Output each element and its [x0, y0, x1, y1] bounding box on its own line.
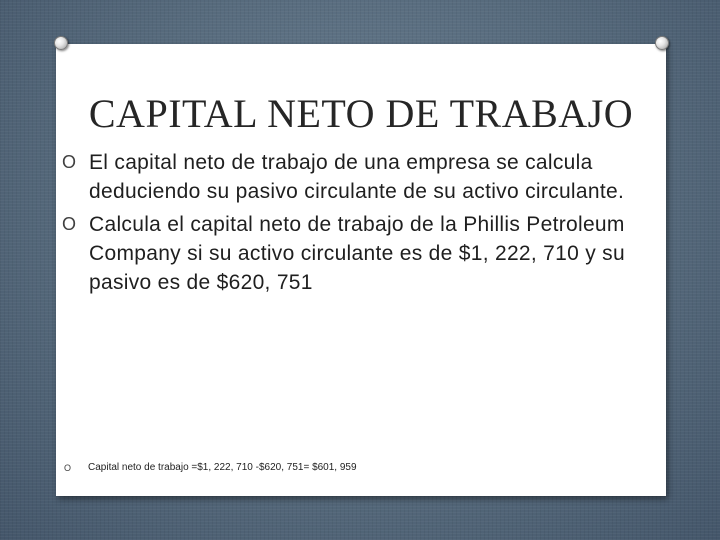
slide-title: CAPITAL NETO DE TRABAJO	[88, 91, 634, 136]
footnote-text: Capital neto de trabajo =$1, 222, 710 -$620, 751= $601, 959	[88, 462, 357, 473]
bullet-item	[60, 148, 660, 206]
bullet-text: El capital neto de trabajo de una empresa se calcula deduciendo su pasivo circulante de su activo circulante.	[89, 151, 625, 203]
thumbtack-icon	[655, 36, 669, 50]
bullet-text: Calcula el capital neto de trabajo de la Phillis Petroleum Company si su activo circulante es de $1, 222, 710 y su pasivo es de $620, 751	[89, 213, 625, 294]
thumbtack-icon	[54, 36, 68, 50]
bullet-item	[60, 210, 660, 297]
circle-bullet-icon: O	[62, 214, 77, 234]
circle-bullet-icon: O	[62, 152, 77, 172]
circle-bullet-icon: O	[64, 463, 72, 473]
bullet-list	[60, 148, 660, 301]
